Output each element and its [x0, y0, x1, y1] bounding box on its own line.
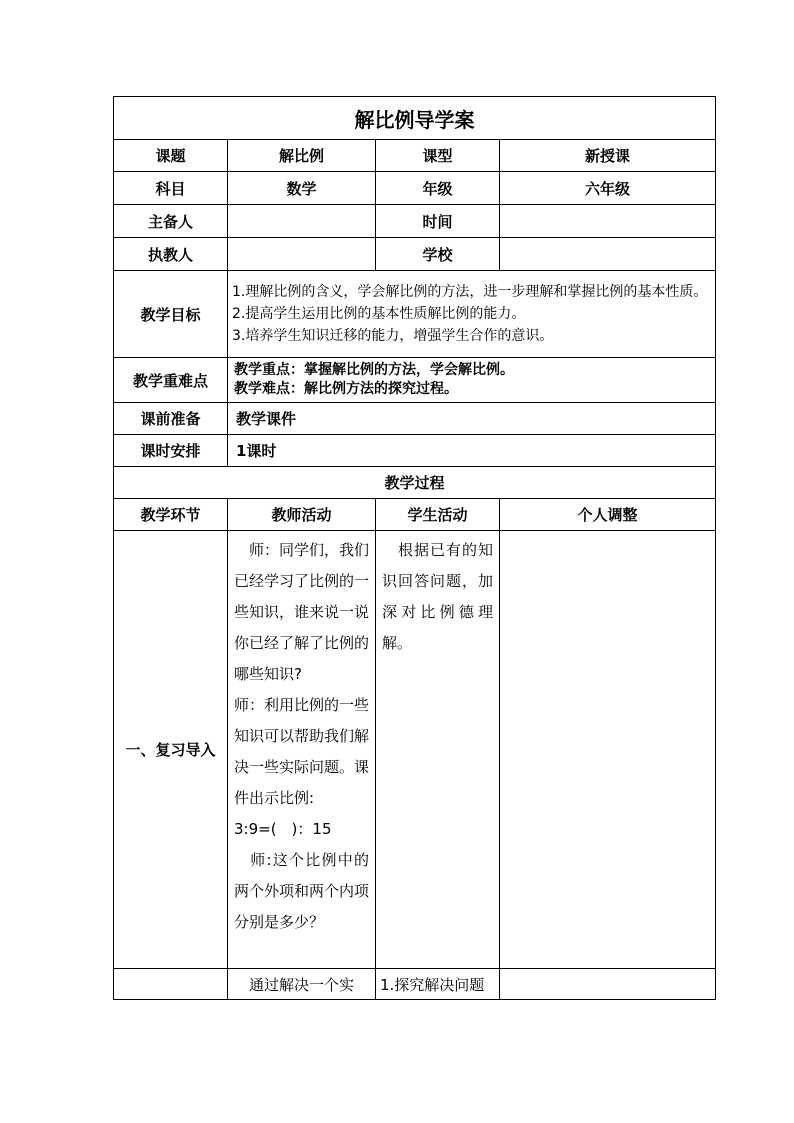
process-heading-row: [114, 467, 716, 499]
subject-value: 数学: [228, 172, 376, 205]
teacher-label: 执教人: [114, 238, 228, 271]
goal-item: 2.提高学生运用比例的基本性质解比例的能力。: [232, 305, 526, 322]
goals-content: [228, 271, 716, 358]
stage-label: [114, 969, 228, 1000]
column-header-teacher: 教师活动: [228, 499, 376, 531]
stage-label: 一、复习导入: [114, 531, 228, 969]
topic-value: 解比例: [228, 140, 376, 172]
subject-label: 科目: [114, 172, 228, 205]
teacher-activity-line: 师：同学们，我们已经学习了比例的一些知识，谁来说一说你已经了解了比例的哪些知识?: [234, 541, 370, 683]
preparer-value: [228, 205, 376, 238]
goal-item: 1.理解比例的含义，学会解比例的方法，进一步理解和掌握比例的基本性质。: [232, 283, 708, 300]
key-point-item: 教学重点：掌握解比例的方法，学会解比例。: [234, 362, 514, 378]
column-header-student: 学生活动: [376, 499, 500, 531]
student-activity: 1.探究解决问题: [376, 969, 500, 1000]
goal-item: 3.培养学生知识迁移的能力，增强学生合作的意识。: [232, 327, 554, 344]
teacher-activity-line: 师：利用比例的一些知识可以帮助我们解决一些实际问题。课件出示比例:: [234, 696, 370, 807]
process-row: [114, 969, 716, 1000]
teacher-activity-line: 师:这个比例中的两个外项和两个内项分别是多少？: [234, 851, 370, 931]
title-row: [114, 97, 716, 140]
personal-adjustment: [500, 969, 716, 1000]
school-label: 学校: [376, 238, 500, 271]
grade-value: 六年级: [500, 172, 716, 205]
key-point-item: 教学难点：解比例方法的探究过程。: [234, 381, 458, 397]
personal-adjustment: [500, 531, 716, 969]
process-row: [114, 531, 716, 969]
student-activity: 根据已有的知识回答问题，加深对比例德理解。: [376, 531, 500, 969]
process-heading: 教学过程: [114, 467, 716, 499]
lesson-plan-table: [113, 96, 716, 1000]
page-title: 解比例导学案: [114, 97, 716, 140]
teacher-activity: [228, 531, 376, 969]
school-value: [500, 238, 716, 271]
goals-label: 教学目标: [114, 271, 228, 358]
info-row-preparer: [114, 205, 716, 238]
preparer-label: 主备人: [114, 205, 228, 238]
info-row-teacher: [114, 238, 716, 271]
info-row-topic: [114, 140, 716, 172]
schedule-row: [114, 435, 716, 467]
time-value: [500, 205, 716, 238]
preparation-value: 教学课件: [228, 403, 716, 435]
type-value: 新授课: [500, 140, 716, 172]
goals-row: [114, 271, 716, 358]
teacher-activity-line: 3:9=( )：15: [234, 820, 332, 838]
time-label: 时间: [376, 205, 500, 238]
info-row-subject: [114, 172, 716, 205]
type-label: 课型: [376, 140, 500, 172]
key-points-row: [114, 358, 716, 403]
teacher-activity-line: 通过解决一个实: [234, 975, 355, 994]
key-points-label: 教学重难点: [114, 358, 228, 403]
teacher-activity: [228, 969, 376, 1000]
column-header-adjust: 个人调整: [500, 499, 716, 531]
preparation-label: 课前准备: [114, 403, 228, 435]
schedule-value: 1课时: [228, 435, 716, 467]
key-points-content: [228, 358, 716, 403]
schedule-label: 课时安排: [114, 435, 228, 467]
teacher-value: [228, 238, 376, 271]
grade-label: 年级: [376, 172, 500, 205]
topic-label: 课题: [114, 140, 228, 172]
column-header-stage: 教学环节: [114, 499, 228, 531]
preparation-row: [114, 403, 716, 435]
process-columns-row: [114, 499, 716, 531]
